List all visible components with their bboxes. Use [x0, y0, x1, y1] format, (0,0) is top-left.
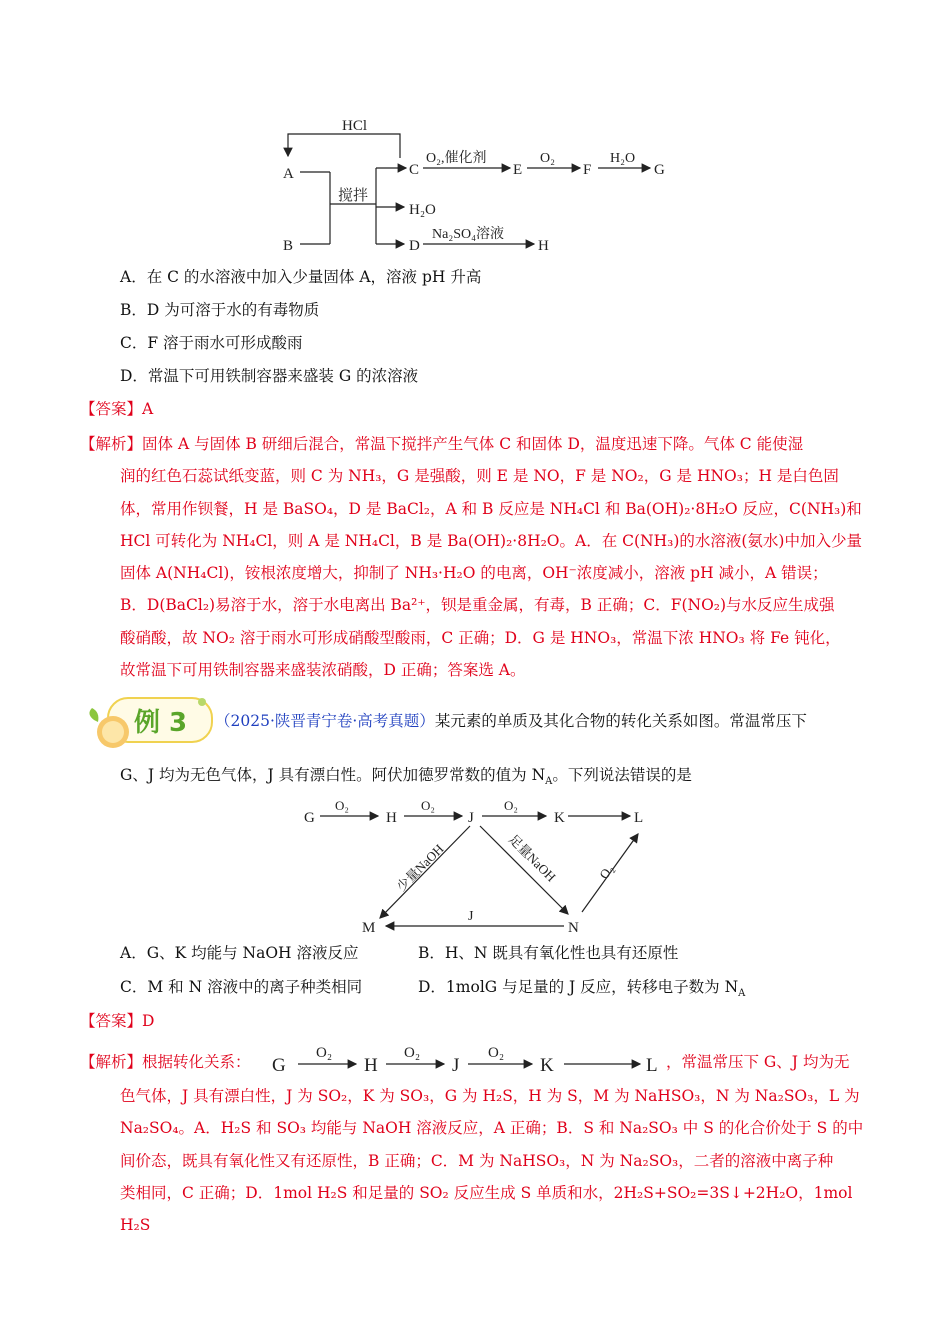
hcl-arrow [288, 134, 400, 158]
q2-option-a: A．在 C 的水溶液中加入少量固体 A，溶液 pH 升高 [120, 268, 482, 286]
d2-label-nl: O₂ [596, 861, 617, 882]
d2-node-k: K [554, 810, 565, 826]
node-a: A [283, 166, 294, 182]
node-c: C [409, 162, 420, 178]
analysis-line-2: 润的红色石蕊试纸变蓝，则 C 为 NH₃，G 是强酸，则 E 是 NO，F 是 NO₂，G 是 HNO₃；H 是白色固 [120, 467, 839, 486]
stem-text-2: G、J 均为无色气体，J 具有漂白性。阿伏加德罗常数的值为 N [120, 766, 546, 784]
ex3-option-d-text: D．1molG 与足量的 J 反应，转移电子数为 N [418, 978, 739, 996]
label-ef: O₂ [540, 151, 555, 166]
node-h2o: H₂O [409, 202, 436, 218]
analysis-tag: 【解析】 [80, 435, 143, 453]
stem-sub: A [545, 776, 553, 788]
example3-stem-2 [120, 764, 692, 793]
node-b: B [283, 238, 294, 254]
node-g: G [654, 162, 665, 178]
reaction-diagram-1 [270, 108, 690, 258]
ex3-analysis-first [80, 1046, 880, 1076]
ex3-answer-value: D [142, 1012, 155, 1030]
chain-node-h: H [364, 1055, 378, 1076]
ex3-answer-tag: 【答案】 [80, 1012, 143, 1030]
analysis-line-3: 体，常用作钡餐，H 是 BaSO₄，D 是 BaCl₂，A 和 B 反应是 NH₄Cl 和 Ba(OH)₂·8H₂O 反应，C(NH₃)和 [120, 499, 862, 518]
chain-node-k: K [540, 1055, 554, 1076]
analysis-line-6: B．D(BaCl₂)易溶于水，溶于水电离出 Ba²⁺，钡是重金属，有毒，B 正确；C．F(NO₂)与水反应生成强 [120, 596, 835, 615]
ex3-analysis-tail: ，常温常压下 G、J 均为无 [666, 1053, 850, 1071]
node-e: E [513, 162, 523, 178]
analysis-line-1: 固体 A 与固体 B 研细后混合，常温下搅拌产生气体 C 和固体 D，温度迅速下降。气体 C 能使湿 [142, 435, 804, 453]
chain-label-3: O₂ [488, 1045, 505, 1061]
q2-option-d: D．常温下可用铁制容器来盛装 G 的浓溶液 [120, 367, 419, 385]
q2-answer [80, 398, 153, 420]
d2-node-g: G [304, 810, 315, 826]
label-ce: O₂,催化剂 [426, 151, 487, 166]
d2-label-nm: J [468, 909, 474, 924]
chain-label-2: O₂ [404, 1045, 421, 1061]
ex3-option-c: C．M 和 N 溶液中的离子种类相同 [120, 978, 363, 996]
d2-node-j: J [468, 810, 474, 826]
chain-node-j: J [452, 1055, 460, 1076]
label-dh: Na₂SO₄溶液 [432, 227, 504, 242]
node-f: F [583, 162, 592, 178]
ex3-analysis-tag: 【解析】 [80, 1053, 143, 1071]
d2-node-n: N [568, 920, 579, 936]
stem-text-1: 某元素的单质及其化合物的转化关系如图。常温常压下 [434, 712, 807, 730]
d2-label-jm: 少量NaOH [393, 841, 447, 895]
analysis-line-5: 固体 A(NH₄Cl)，铵根浓度增大，抑制了 NH₃·H₂O 的电离，OH⁻浓度减小，溶液 pH 减小，A 错误； [120, 564, 828, 583]
d2-node-l: L [634, 810, 644, 826]
label-fg: H₂O [610, 151, 636, 166]
chain-node-l: L [646, 1055, 658, 1076]
source-tag: （2025·陕晋青宁卷·高考真题） [215, 712, 435, 730]
d2-label-jk: O₂ [504, 798, 518, 813]
ex3-analysis-line-3: 间价态，既具有氧化性又有还原性，B 正确；C．M 为 NaHSO₃，N 为 Na₂SO₃，二者的溶液中离子种 [120, 1151, 834, 1170]
chain-node-g: G [272, 1055, 286, 1076]
answer-value: A [142, 400, 154, 418]
ex3-analysis-body [120, 1080, 880, 1241]
analysis-line-4: HCl 可转化为 NH₄Cl，则 A 是 NH₄Cl，B 是 Ba(OH)₂·8H₂O。A．在 C(NH₃)的水溶液(氨水)中加入少量 [120, 531, 862, 550]
chain-label-1: O₂ [316, 1045, 333, 1061]
ex3-analysis-line-4: 类相同，C 正确；D．1mol H₂S 和足量的 SO₂ 反应生成 S 单质和水，2H₂S+SO₂=3S↓+2H₂O，1mol H₂S [120, 1183, 853, 1235]
analysis-line-7: 酸硝酸，故 NO₂ 溶于雨水可形成硝酸型酸雨，C 正确；D．G 是 HNO₃，常温下浓 HNO₃ 将 Fe 钝化， [120, 628, 841, 647]
d2-label-jn: 足量NaOH [505, 831, 559, 885]
node-d: D [409, 238, 420, 254]
badge-label: 例 3 [134, 708, 188, 738]
d2-label-gh: O₂ [335, 798, 349, 813]
analysis-line-8: 故常温下可用铁制容器来盛装浓硝酸，D 正确；答案选 A。 [120, 661, 526, 680]
q2-option-c: C．F 溶于雨水可形成酸雨 [120, 334, 303, 352]
stem-tail: 。下列说法错误的是 [552, 766, 692, 784]
label-hcl: HCl [342, 118, 368, 134]
ex3-option-d-sub: A [738, 988, 746, 1000]
ex3-option-d [418, 976, 745, 1005]
q2-analysis [80, 428, 870, 686]
ex3-answer [80, 1010, 154, 1032]
d2-label-hj: O₂ [421, 798, 435, 813]
d2-node-h: H [386, 810, 397, 826]
ex3-analysis-line-2: Na₂SO₄。A．H₂S 和 SO₃ 均能与 NaOH 溶液反应，A 正确；B．S 和 Na₂SO₃ 中 S 的化合价处于 S 的中 [120, 1119, 864, 1138]
leaf-icon [89, 708, 98, 722]
label-stir: 搅拌 [338, 188, 369, 204]
reaction-diagram-2 [290, 796, 670, 938]
ex3-analysis-intro: 根据转化关系： [142, 1053, 251, 1071]
ex3-analysis-line-1: 色气体，J 具有漂白性，J 为 SO₂，K 为 SO₃，G 为 H₂S，H 为 S，M 为 NaHSO₃，N 为 Na₂SO₃，L 为 [120, 1087, 860, 1105]
example-badge [86, 694, 216, 754]
ex3-option-a: A．G、K 均能与 NaOH 溶液反应 [120, 944, 359, 962]
inline-chain [268, 1040, 668, 1076]
ex3-option-b: B．H、N 既具有氧化性也具有还原性 [418, 944, 679, 962]
example3-stem-1 [215, 710, 807, 732]
node-h: H [538, 238, 549, 254]
answer-tag: 【答案】 [80, 400, 143, 418]
d2-node-m: M [362, 920, 376, 936]
q2-option-b: B．D 为可溶于水的有毒物质 [120, 301, 320, 319]
